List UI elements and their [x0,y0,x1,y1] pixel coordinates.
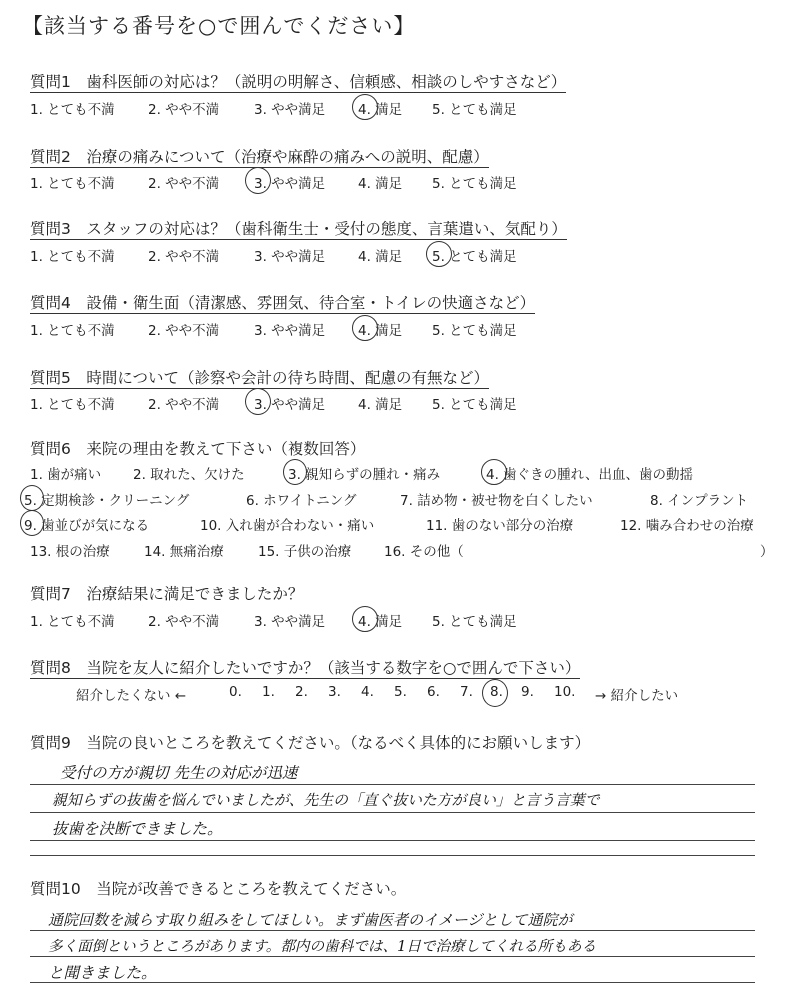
q6-other-close: ） [760,544,774,560]
q3-option-1[interactable]: 1. とても不満 [30,249,115,265]
q3-option-2[interactable]: 2. やや不満 [148,249,220,265]
q7-selection-circle [352,606,378,632]
q10-answer-rule-3 [30,982,755,983]
q8-selection-circle [482,679,508,707]
q7-option-1[interactable]: 1. とても不満 [30,614,115,630]
q6-option-3[interactable]: 3. 親知らずの腫れ・痛み [288,467,441,483]
q2-title: 質問2 治療の痛みについて（治療や麻酔の痛みへの説明、配慮） [30,145,489,168]
q8-scale-7[interactable]: 7. [460,684,473,700]
q10-answer-line-1: 通院回数を減らす取り組みをしてほしい。まず歯医者のイメージとして通院が [48,911,573,929]
q1-selection-circle [352,94,378,120]
q9-answer-line-3: 抜歯を決断できました。 [52,820,223,838]
q1-option-2[interactable]: 2. やや不満 [148,102,220,118]
q7-option-5[interactable]: 5. とても満足 [432,614,517,630]
q6-option-15[interactable]: 15. 子供の治療 [258,544,352,560]
q6-option-14[interactable]: 14. 無痛治療 [144,544,224,560]
q8-scale-10[interactable]: 10. [554,684,576,700]
q7-option-2[interactable]: 2. やや不満 [148,614,220,630]
q5-selection-circle [245,388,271,415]
q6-option-6[interactable]: 6. ホワイトニング [246,493,357,509]
q6-option-8[interactable]: 8. インプラント [650,493,749,509]
q7-option-4[interactable]: 4. 満足 [358,614,403,630]
q9-answer-rule-4 [30,855,755,856]
q2-selection-circle [245,167,271,194]
q4-option-4[interactable]: 4. 満足 [358,323,403,339]
q6-option-9[interactable]: 9. 歯並びが気になる [24,518,150,534]
q8-scale-1[interactable]: 1. [262,684,275,700]
q7-option-3[interactable]: 3. やや満足 [254,614,326,630]
q1-option-1[interactable]: 1. とても不満 [30,102,115,118]
q4-option-5[interactable]: 5. とても満足 [432,323,517,339]
q3-title: 質問3 スタッフの対応は？（歯科衛生士・受付の態度、言葉遣い、気配り） [30,217,567,240]
q6-selection-circle-4 [481,459,507,485]
q9-answer-line-1: 受付の方が親切 先生の対応が迅速 [60,764,298,782]
q9-answer-rule-2 [30,812,755,813]
q2-option-3[interactable]: 3. やや満足 [254,176,326,192]
q6-option-11[interactable]: 11. 歯のない部分の治療 [426,518,574,534]
q2-option-5[interactable]: 5. とても満足 [432,176,517,192]
q5-option-3[interactable]: 3. やや満足 [254,397,326,413]
q1-title: 質問1 歯科医師の対応は？（説明の明解さ、信頼感、相談のしやすさなど） [30,70,566,93]
q8-right-label: → 紹介したい [595,688,679,704]
q6-option-10[interactable]: 10. 入れ歯が合わない・痛い [200,518,375,534]
q8-scale-8[interactable]: 8. [490,684,503,700]
q10-answer-line-3: と聞きました。 [48,964,157,982]
q6-option-4[interactable]: 4. 歯ぐきの腫れ、出血、歯の動揺 [486,467,693,483]
q1-option-5[interactable]: 5. とても満足 [432,102,517,118]
q6-selection-circle-3 [283,459,307,485]
q6-option-13[interactable]: 13. 根の治療 [30,544,110,560]
q8-scale-2[interactable]: 2. [295,684,308,700]
q6-option-5[interactable]: 5. 定期検診・クリーニング [24,493,190,509]
q8-scale-6[interactable]: 6. [427,684,440,700]
q9-answer-rule-1 [30,784,755,785]
q9-answer-rule-3 [30,840,755,841]
q9-title: 質問9 当院の良いところを教えてください。（なるべく具体的にお願いします） [30,734,591,752]
q5-option-1[interactable]: 1. とても不満 [30,397,115,413]
q4-title: 質問4 設備・衛生面（清潔感、雰囲気、待合室・トイレの快適さなど） [30,291,535,314]
q1-option-3[interactable]: 3. やや満足 [254,102,326,118]
q10-title: 質問10 当院が改善できるところを教えてください。 [30,880,407,898]
q3-selection-circle [426,241,452,267]
q5-option-5[interactable]: 5. とても満足 [432,397,517,413]
q6-option-2[interactable]: 2. 取れた、欠けた [133,467,245,483]
q6-selection-circle-5 [20,485,44,511]
q8-scale-3[interactable]: 3. [328,684,341,700]
q10-answer-line-2: 多く面倒というところがあります。都内の歯科では、1日で治療してくれる所もある [48,938,597,955]
page-header: 【該当する番号を○で囲んでください】 [22,14,416,38]
q5-option-4[interactable]: 4. 満足 [358,397,403,413]
q1-option-4[interactable]: 4. 満足 [358,102,403,118]
q5-title: 質問5 時間について（診察や会計の待ち時間、配慮の有無など） [30,366,489,389]
q6-option-1[interactable]: 1. 歯が痛い [30,467,102,483]
q8-scale-4[interactable]: 4. [361,684,374,700]
q8-scale-5[interactable]: 5. [394,684,407,700]
q4-selection-circle [352,315,378,341]
q6-option-16[interactable]: 16. その他（ [384,544,464,560]
q10-answer-rule-1 [30,930,755,931]
q10-answer-rule-2 [30,956,755,957]
q8-left-label: 紹介したくない ← [76,688,187,704]
q9-answer-line-2: 親知らずの抜歯を悩んでいましたが、先生の「直ぐ抜いた方が良い」と言う言葉で [52,792,600,809]
q3-option-3[interactable]: 3. やや満足 [254,249,326,265]
q4-option-1[interactable]: 1. とても不満 [30,323,115,339]
q3-option-5[interactable]: 5. とても満足 [432,249,517,265]
q4-option-2[interactable]: 2. やや不満 [148,323,220,339]
q8-scale-0[interactable]: 0. [229,684,242,700]
q2-option-2[interactable]: 2. やや不満 [148,176,220,192]
q2-option-1[interactable]: 1. とても不満 [30,176,115,192]
q8-scale-9[interactable]: 9. [521,684,534,700]
q3-option-4[interactable]: 4. 満足 [358,249,403,265]
q4-option-3[interactable]: 3. やや満足 [254,323,326,339]
q8-title: 質問8 当院を友人に紹介したいですか？（該当する数字を○で囲んで下さい） [30,656,580,679]
q2-option-4[interactable]: 4. 満足 [358,176,403,192]
q6-option-7[interactable]: 7. 詰め物・被せ物を白くしたい [400,493,593,509]
q5-option-2[interactable]: 2. やや不満 [148,397,220,413]
q7-title: 質問7 治療結果に満足できましたか？ [30,585,304,603]
q6-option-12[interactable]: 12. 噛み合わせの治療 [620,518,754,534]
q6-selection-circle-9 [20,510,44,536]
q6-title: 質問6 来院の理由を教えて下さい（複数回答） [30,440,366,458]
